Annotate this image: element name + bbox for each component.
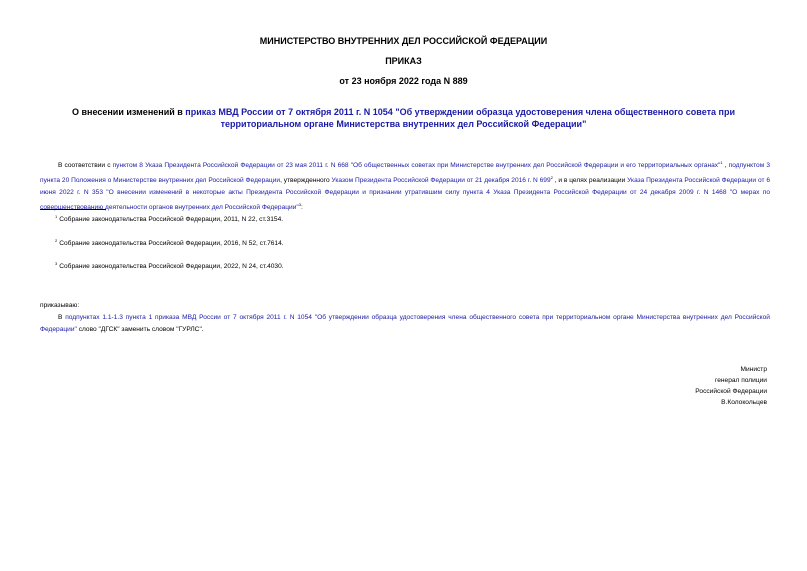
- footnote-1-text: Собрание законодательства Российской Федерации, 2011, N 22, ст.3154.: [59, 216, 284, 224]
- footnote-ref-3[interactable]: 3: [298, 202, 301, 208]
- body-text-1: В: [58, 314, 66, 321]
- footnote-2-number: 2: [55, 238, 58, 243]
- footnote-3-number: 3: [55, 261, 58, 266]
- link-decree-353[interactable]: Указа Президента Российской Федерации от 6 июня 2022 г. N 353 "О внесении изменений в некоторые акты Президента Российской Федерации и признании утратившим силу пункта 4 Указа Президента Российской Федерации от 24 декабря 2009 г. N 1468 "О мерах по совершенствованию деятельности органов внутренних дел Российской Федерации": [40, 177, 770, 212]
- link-regulation-item-20[interactable]: подпунктом 3 пункта 20 Положения о Министерстве внутренних дел Российской Федерации: [40, 162, 770, 185]
- ministry-heading: МИНИСТЕРСТВО ВНУТРЕННИХ ДЕЛ РОССИЙСКОЙ ФЕДЕРАЦИИ: [259, 36, 548, 46]
- signature-country: Российской Федерации: [695, 388, 767, 395]
- footnote-ref-2[interactable]: 2: [550, 175, 553, 181]
- signature-position: Министр: [740, 366, 767, 373]
- footnote-3: [55, 259, 284, 271]
- preamble-text-4: , и в целях реализации: [552, 177, 628, 185]
- date-and-number: от 23 ноября 2022 года N 889: [339, 76, 468, 86]
- link-decree-699[interactable]: Указом Президента Российской Федерации от 21 декабря 2016 г. N 699: [331, 177, 551, 185]
- body-paragraph: [40, 312, 770, 336]
- preamble-text-3: , утвержденного: [280, 177, 332, 185]
- link-decree-668[interactable]: пунктом 8 Указа Президента Российской Федерации от 23 мая 2011 г. N 668 "Об общественных советах при Министерстве внутренних дел Российской Федерации и его территориальных органах": [112, 162, 721, 170]
- preamble-text-2: ,: [722, 162, 729, 170]
- preamble-paragraph: [40, 157, 770, 215]
- body-text-2: слово "ДГСК" заменить словом "ГУРЛС".: [76, 326, 204, 333]
- signature-rank: генерал полиции: [714, 377, 767, 384]
- footnote-separator: [40, 209, 106, 210]
- footnote-ref-1[interactable]: 1: [720, 160, 723, 165]
- footnote-3-text: Собрание законодательства Российской Федерации, 2022, N 24, ст.4030.: [59, 263, 284, 271]
- title-prefix: О внесении изменений в: [72, 107, 186, 117]
- signature-name: В.Колокольцев: [721, 399, 767, 406]
- preamble-text-1: В соответствии с: [58, 162, 113, 170]
- title-link[interactable]: приказ МВД России от 7 октября 2011 г. N 1054 "Об утверждении образца удостоверения члена общественного совета при территориальном органе Министерства внутренних дел Российской Федерации": [185, 107, 735, 129]
- footnote-1: [55, 212, 283, 224]
- footnote-2: [55, 236, 284, 248]
- document-title: [60, 106, 747, 130]
- link-order-1054-items[interactable]: подпунктах 1.1-1.3 пункта 1 приказа МВД России от 7 октября 2011 г. N 1054 "Об утверждении образца удостоверения члена общественного совета при территориальном органе Министерства внутренних дел Российской Федерации": [40, 314, 770, 333]
- document-type: ПРИКАЗ: [385, 56, 422, 66]
- preamble-text-5: :: [300, 204, 303, 212]
- footnote-2-text: Собрание законодательства Российской Федерации, 2016, N 52, ст.7614.: [59, 240, 284, 248]
- order-word: приказываю:: [40, 302, 80, 309]
- footnote-1-number: 1: [55, 214, 58, 219]
